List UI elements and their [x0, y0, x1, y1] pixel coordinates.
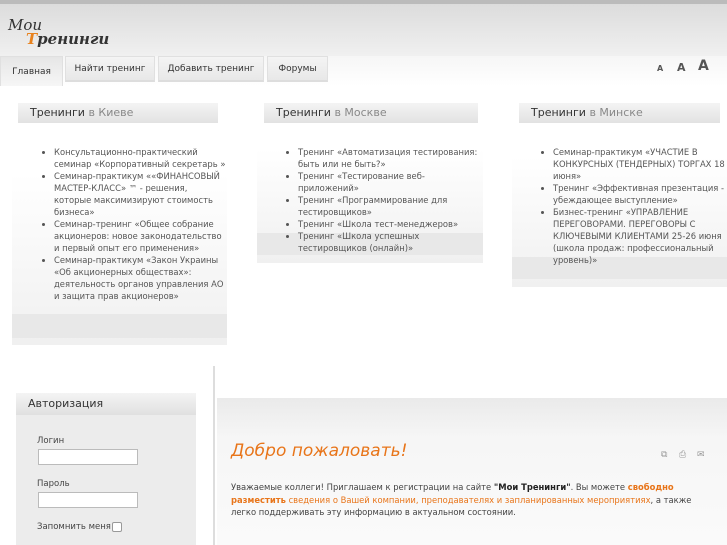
module-moscow-title: Тренинги в Москве [264, 103, 478, 123]
password-input[interactable] [38, 492, 138, 508]
list-item[interactable]: • Бизнес-тренинг «УПРАВЛЕНИЕ ПЕРЕГОВОРАМИ. ПЕРЕГОВОРЫ С КЛЮЧЕВЫМИ КЛИЕНТАМИ 25-26 июня (школа продаж: профессиональный уровень)» [553, 206, 725, 266]
login-label: Логин [37, 436, 65, 446]
list-item[interactable]: • Тренинг «Эффективная презентация - убеждающее выступление» [553, 182, 725, 206]
page-title: Добро пожаловать! [231, 441, 408, 461]
pdf-icon[interactable]: ⧉ [661, 450, 668, 460]
tab-find-training[interactable]: Найти тренинг [65, 56, 155, 82]
logo-line2: ренинги [37, 30, 110, 48]
welcome-text: Уважаемые коллеги! Приглашаем к регистрации на сайте "Мои Тренинги". Вы можете свободно разместить сведения о Вашей компании, преподавателях и запланированных мероприятиях, а также легко поддерживать эту информацию в актуальном состоянии. [231, 482, 692, 517]
list-item[interactable]: • Семинар-практикум «УЧАСТИЕ В КОНКУРСНЫХ (ТЕНДЕРНЫХ) ТОРГАХ 18 июня» [553, 146, 725, 182]
tab-forums[interactable]: Форумы [267, 56, 328, 82]
module-moscow [257, 100, 483, 263]
module-minsk-title: Тренинги в Минске [519, 103, 720, 123]
list-item[interactable]: • Тренинг «Школа успешных тестировщиков (онлайн)» [298, 230, 478, 254]
remember-checkbox[interactable] [112, 522, 122, 532]
login-module [16, 393, 196, 545]
font-size-medium[interactable]: A [677, 61, 686, 74]
print-icon[interactable]: ⎙ [679, 450, 687, 460]
logo-letter: Т [26, 30, 38, 48]
tab-add-training[interactable]: Добавить тренинг [158, 56, 264, 82]
list-item[interactable]: • Семинар-практикум «Закон Украины «Об акционерных обществах»: деятельность органов управления АО и защита прав акционеров» [54, 254, 226, 302]
list-item[interactable]: • Тренинг «Школа тест-менеджеров» [298, 218, 478, 230]
main-nav [0, 56, 727, 86]
list-item[interactable]: • Тренинг «Программирование для тестировщиков» [298, 194, 478, 218]
module-kiev-title: Тренинги в Киеве [18, 103, 218, 123]
module-kiev [12, 100, 227, 345]
font-size-large[interactable]: A [698, 58, 709, 74]
tab-home[interactable]: Главная [0, 56, 63, 86]
password-label: Пароль [37, 479, 70, 489]
remember-label: Запомнить меня [37, 522, 111, 532]
main-content [217, 398, 727, 545]
register-link[interactable]: свободно разместить [231, 482, 674, 505]
site-logo[interactable] [8, 16, 109, 48]
list-item[interactable]: • Семинар-практикум ««ФИНАНСОВЫЙ МАСТЕР-КЛАСС» ™ - решения, которые максимизируют стоимость бизнеса» [54, 170, 226, 218]
info-link[interactable]: сведения о Вашей компании, преподавателях и запланированных мероприятиях [288, 494, 651, 505]
login-input[interactable] [38, 449, 138, 465]
list-item[interactable]: • Консультационно-практический семинар «Корпоративный секретарь » [54, 146, 226, 170]
module-minsk [512, 100, 727, 287]
header [0, 4, 727, 56]
logo-line1: Мои [8, 16, 43, 34]
list-item[interactable]: • Тренинг «Тестирование веб-приложений» [298, 170, 478, 194]
list-item[interactable]: • Семинар-тренинг «Общее собрание акционеров: новое законодательство и первый опыт его применения» [54, 218, 226, 254]
email-icon[interactable]: ✉ [697, 450, 705, 460]
font-size-small[interactable]: A [657, 64, 664, 73]
list-item[interactable]: • Тренинг «Автоматизация тестирования: быть или не быть?» [298, 146, 478, 170]
login-title: Авторизация [16, 393, 196, 415]
